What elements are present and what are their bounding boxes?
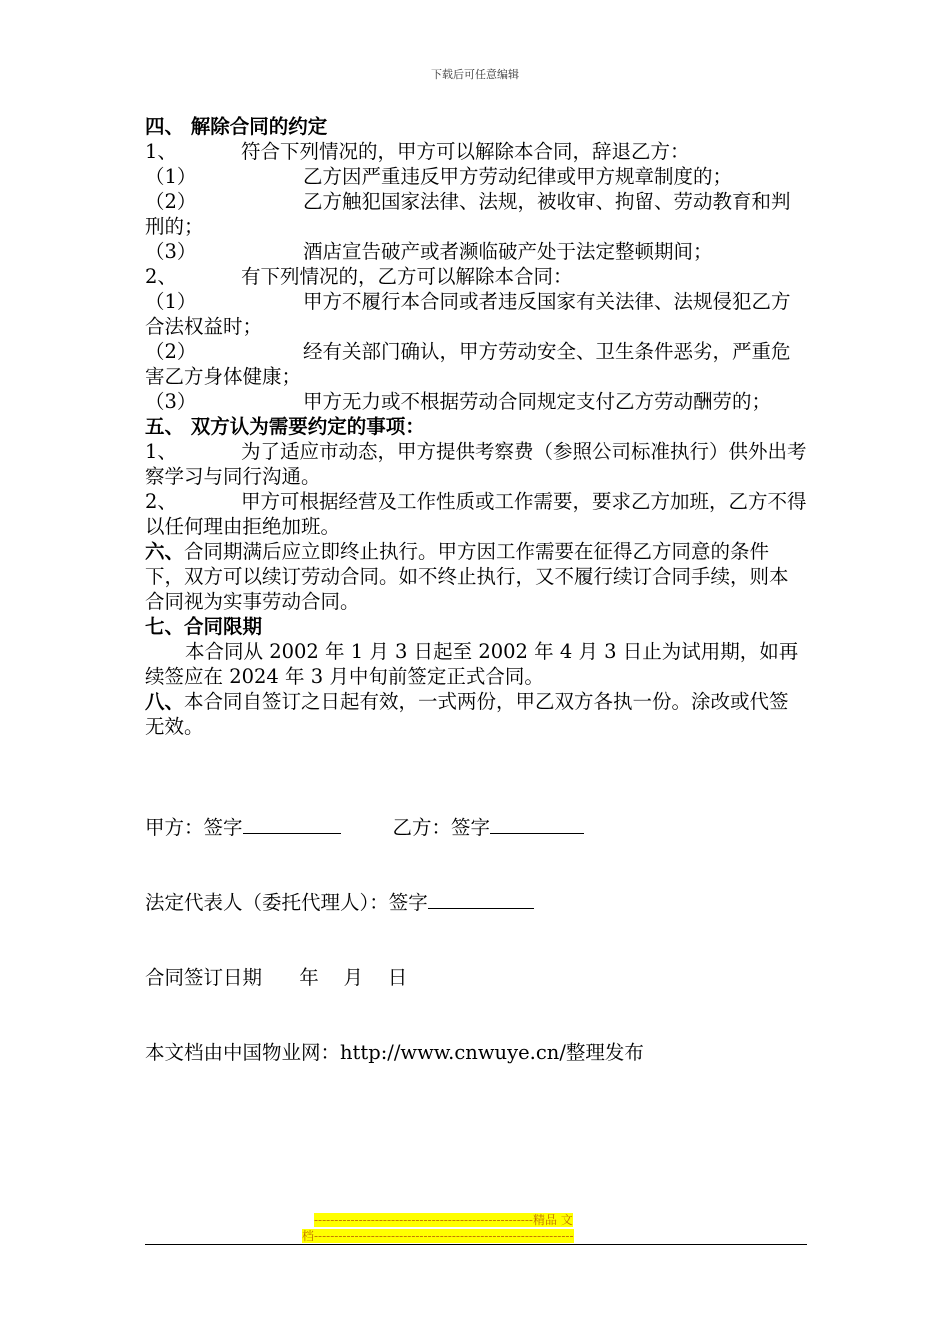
item-number: （1） <box>145 290 197 313</box>
section-5-title: 五、 双方认为需要约定的事项： <box>145 415 425 438</box>
item-text: 甲方无力或不根据劳动合同规定支付乙方劳动酬劳的； <box>303 390 772 413</box>
section-8 <box>145 689 807 739</box>
item-number: （1） <box>145 165 197 188</box>
item-text: 乙方因严重违反甲方劳动纪律或甲方规章制度的； <box>303 165 733 188</box>
item-text: 甲方不履行本合同或者违反国家有关法律、法规侵犯乙方合法权益时； <box>145 290 791 338</box>
legal-rep-signature-line <box>428 890 534 909</box>
section-4-title: 四、 解除合同的约定 <box>145 115 328 138</box>
clause-number: 1、 <box>145 440 177 463</box>
item-number: （3） <box>145 390 197 413</box>
section-7-title: 七、合同限期 <box>145 615 263 638</box>
signing-date: 合同签订日期 年 月 日 <box>145 966 408 989</box>
item-number: （2） <box>145 190 197 213</box>
source-note: 本文档由中国物业网：http://www.cnwuye.cn/整理发布 <box>145 1041 644 1064</box>
clause-4-2-2 <box>145 339 807 389</box>
clause-4-1-1 <box>145 164 807 189</box>
section-7-text: 本合同从 2002 年 1 月 3 日起至 2002 年 4 月 3 日止为试用期，如再续签应在 2024 年 3 月中旬前签定正式合同。 <box>145 640 799 688</box>
party-signatures <box>145 812 584 840</box>
section-8-text: 本合同自签订之日起有效，一式两份，甲乙双方各执一份。涂改或代签无效。 <box>145 690 789 738</box>
clause-5-1 <box>145 439 807 489</box>
item-number: （2） <box>145 340 197 363</box>
clause-text: 甲方可根据经营及工作性质或工作需要，要求乙方加班，乙方不得以任何理由拒绝加班。 <box>145 490 807 538</box>
footer-rule <box>145 1244 807 1245</box>
legal-rep-label: 法定代表人（委托代理人）：签字 <box>145 891 428 914</box>
clause-4-1 <box>145 139 807 164</box>
contract-body <box>145 114 807 739</box>
footer-line-2: 档---------------------------------------------------------------- <box>302 1229 574 1243</box>
clause-text: 符合下列情况的，甲方可以解除本合同，辞退乙方： <box>241 140 690 163</box>
clause-5-2 <box>145 489 807 539</box>
section-6 <box>145 539 807 614</box>
clause-text: 为了适应市动态，甲方提供考察费（参照公司标准执行）供外出考察学习与同行沟通。 <box>145 440 807 488</box>
clause-4-2-1 <box>145 289 807 339</box>
item-text: 酒店宣告破产或者濒临破产处于法定整顿期间； <box>303 240 713 263</box>
footer-line-1: ------------------------------------------------------精品 文 <box>314 1213 573 1227</box>
item-number: （3） <box>145 240 197 263</box>
party-a-signature-line <box>243 815 341 834</box>
clause-text: 有下列情况的，乙方可以解除本合同： <box>241 265 573 288</box>
section-8-label: 八、 <box>145 690 185 713</box>
section-6-label: 六、 <box>145 540 185 563</box>
clause-4-1-3 <box>145 239 807 264</box>
party-a-label: 甲方：签字 <box>145 816 243 839</box>
clause-4-1-2 <box>145 189 807 239</box>
item-text: 乙方触犯国家法律、法规，被收审、拘留、劳动教育和判刑的； <box>145 190 791 238</box>
section-6-text: 合同期满后应立即终止执行。甲方因工作需要在征得乙方同意的条件下，双方可以续订劳动合同。如不终止执行，又不履行续订合同手续，则本合同视为实事劳动合同。 <box>145 540 789 613</box>
party-b-label: 乙方：签字 <box>392 816 491 839</box>
item-text: 经有关部门确认，甲方劳动安全、卫生条件恶劣，严重危害乙方身体健康； <box>145 340 791 388</box>
footer-highlight <box>302 1212 650 1244</box>
clause-4-2-3 <box>145 389 807 414</box>
party-b-signature-line <box>490 815 584 834</box>
clause-4-2 <box>145 264 807 289</box>
clause-number: 1、 <box>145 140 177 163</box>
legal-rep-signature <box>145 887 534 915</box>
page-header: 下载后可任意编辑 <box>431 68 519 81</box>
clause-number: 2、 <box>145 490 177 513</box>
clause-number: 2、 <box>145 265 177 288</box>
